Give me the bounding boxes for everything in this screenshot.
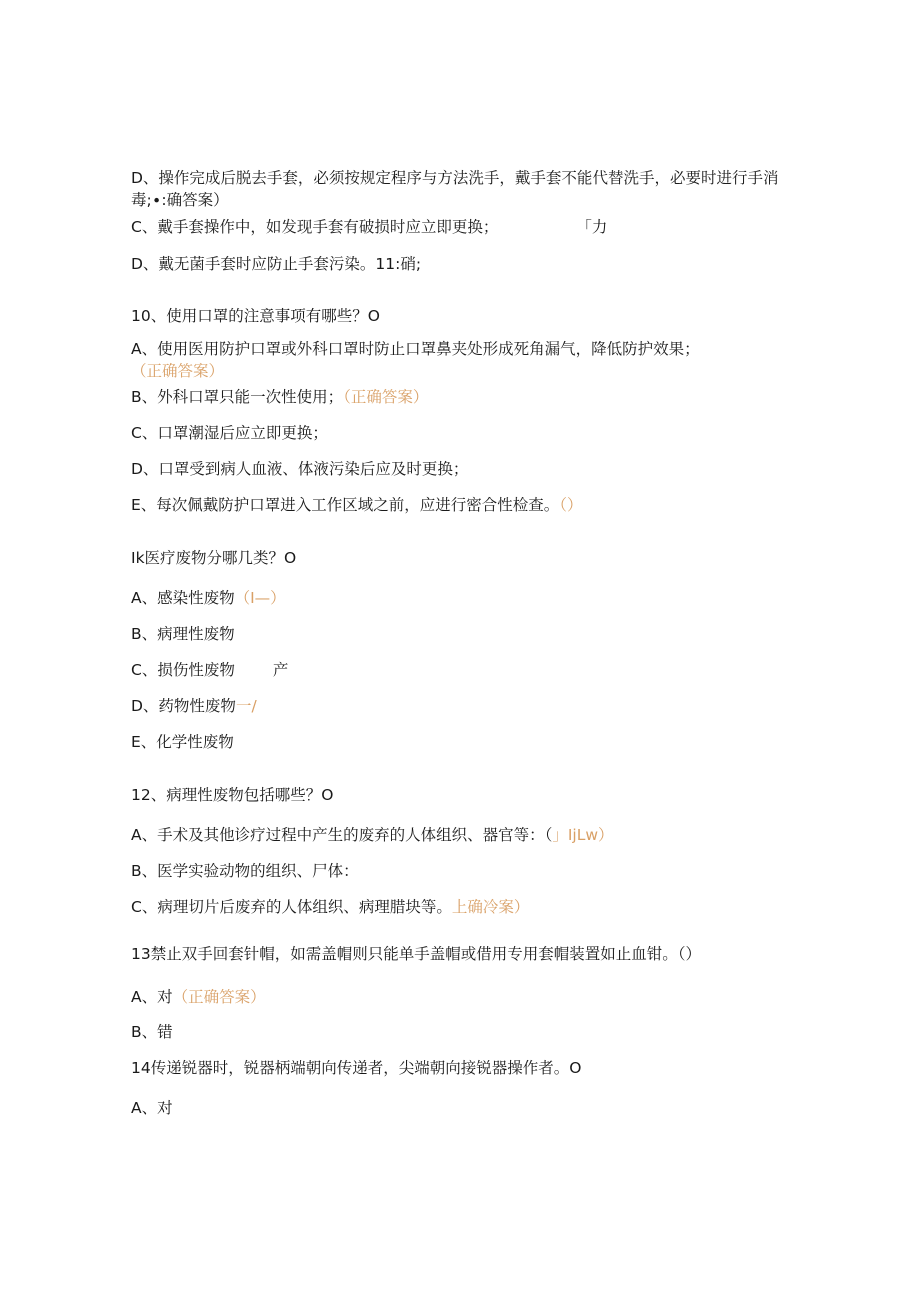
q10-option-c [131,422,328,444]
option-text: A、对 [131,1099,173,1117]
q10-option-b [131,386,428,408]
correct-answer-mark: （正确答案） [172,988,266,1006]
correct-answer-mark: 上确冷案） [451,898,530,916]
q10-option-d [131,458,468,480]
q14-question [131,1057,581,1079]
scan-artifact: 「力 [576,218,608,236]
q13-option-b [131,1021,173,1043]
option-text: E、化学性废物 [131,733,234,751]
option-text: C、病理切片后废弃的人体组织、病理腊块等。 [131,898,452,916]
q12-question [131,784,333,806]
q11-question [131,547,296,569]
option-text: C、戴手套操作中，如发现手套有破损时应立即更换； [131,218,499,236]
correct-answer-mark: （） [559,496,583,514]
q12-option-b [131,860,359,882]
correct-answer-mark: （正确答案） [343,388,429,406]
option-text: D、戴无菌手套时应防止手套污染。11:硝; [131,255,422,273]
option-text: B、医学实验动物的组织、尸体： [131,862,359,880]
q14-option-a [131,1097,173,1119]
scan-artifact: 产 [272,661,289,679]
correct-answer-mark: （I—） [234,589,286,607]
question-text: 10、使用口罩的注意事项有哪些？O [131,307,380,325]
q11-option-d [131,695,257,717]
question-text: 13禁止双手回套针帽，如需盖帽则只能单手盖帽或借用专用套帽装置如止血钳。（） [131,945,701,963]
correct-answer-mark: 」IjLw） [552,826,614,844]
option-text: A、使用医用防护口罩或外科口罩时防止口罩鼻夹处形成死角漏气，降低防护效果； [131,340,700,358]
q10-question [131,305,380,327]
q12-option-c [131,896,529,918]
q13-option-a [131,986,266,1008]
option-text: D、口罩受到病人血液、体液污染后应及时更换； [131,460,469,478]
option-text: C、口罩潮湿后应立即更换； [131,424,328,442]
q11-option-e [131,731,234,753]
q11-option-c [131,659,288,681]
q9-option-d [131,253,421,275]
option-text: D、药物性废物 [131,697,236,715]
option-text: C、损伤性废物 [131,661,235,679]
q9-option-d-continued [131,167,781,211]
q12-option-a [131,824,614,846]
option-text: B、病理性废物 [131,625,235,643]
question-text: 14传递锐器时，锐器柄端朝向传递者，尖端朝向接锐器操作者。O [131,1059,582,1077]
option-text: B、外科口罩只能一次性使用； [131,388,344,406]
option-text: A、对 [131,988,173,1006]
option-text: A、感染性废物 [131,589,235,607]
option-text: B、错 [131,1023,173,1041]
correct-answer-mark: 一/ [235,697,257,715]
q11-option-b [131,623,235,645]
q10-option-a [131,338,781,382]
question-text: 12、病理性废物包括哪些？O [131,786,334,804]
q11-option-a [131,587,286,609]
question-text: Ik医疗废物分哪几类？O [131,549,297,567]
option-text: E、每次佩戴防护口罩进入工作区域之前，应进行密合性检查。 [131,496,560,514]
q9-option-c [131,216,607,238]
q10-option-e [131,494,583,516]
option-text: A、手术及其他诊疗过程中产生的废弃的人体组织、器官等：（ [131,826,553,844]
q13-question [131,943,701,965]
correct-answer-mark: （正确答案） [131,362,225,380]
option-text: D、操作完成后脱去手套，必须按规定程序与方法洗手，戴手套不能代替洗手，必要时进行手消毒;∙:确答案） [131,169,779,209]
